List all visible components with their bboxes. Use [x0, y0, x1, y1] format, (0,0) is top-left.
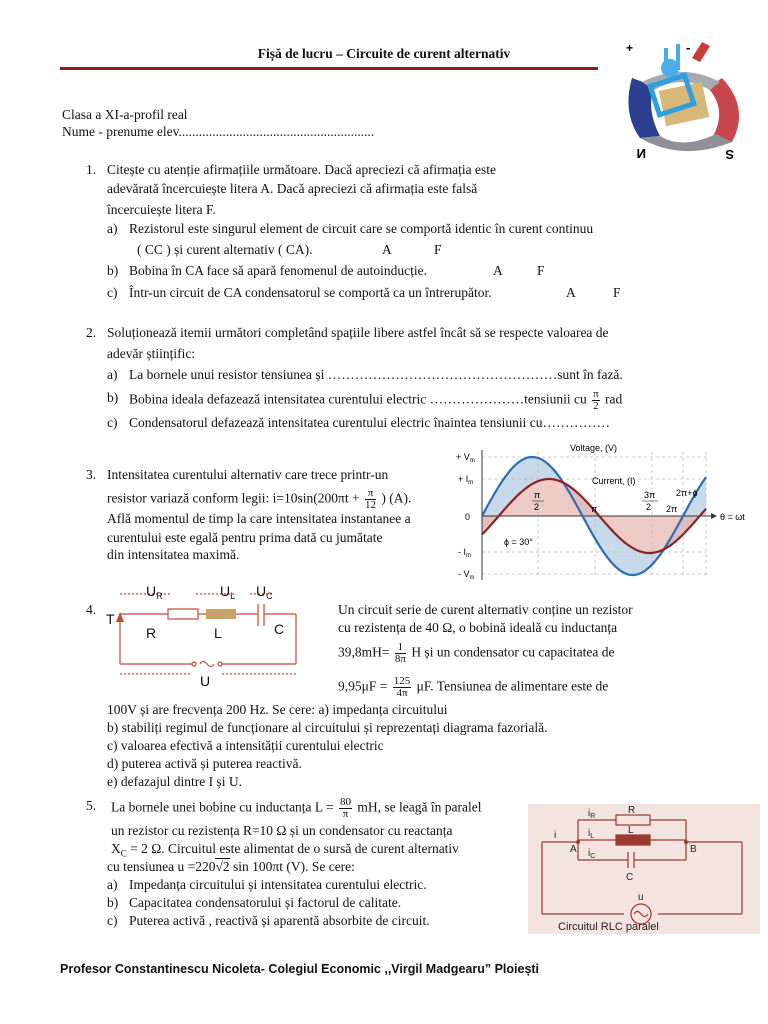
q5-fraction	[339, 797, 352, 820]
q1-line2: adevărată încercuiește litera A. Dacă apreciezi că afirmația este falsă	[107, 181, 478, 196]
voltage-legend: Voltage, (V)	[570, 443, 618, 453]
q1-a-line1: Rezistorul este singurul element de circuit care se comportă identic în curent continuu	[129, 221, 594, 236]
student-name-line: Nume - prenume elev..........................................................	[62, 124, 375, 139]
q5-line3: $X_C = 2$ Ω. Circuitul este alimentat de o sursă de curent alternativ	[111, 841, 459, 859]
phase-label: ϕ = 30°	[504, 537, 533, 547]
q5-line2: un rezistor cu rezistența R=10 Ω și un condensator cu reactanța	[111, 823, 453, 838]
neg-im-label: - $I_m$	[458, 547, 471, 559]
parallel-u: u	[638, 892, 644, 903]
tick-2pi: 2π	[666, 504, 678, 514]
q2-a-text: La bornele unui resistor tensiunea și ……………………………………………sunt în fază.	[129, 367, 623, 382]
q3-line1: Intensitatea curentului alternativ care trece printr-un	[107, 467, 389, 482]
circuit-r: R	[146, 625, 157, 641]
q4-c-num: 125	[393, 675, 411, 687]
q5-inductance: La bornele unei bobine cu inductanța L =	[111, 799, 334, 815]
motor-illustration	[612, 38, 762, 164]
axis-label: θ = ωt	[720, 512, 745, 522]
logo-north: N	[636, 146, 646, 161]
q4-line7: c) valoarea efectivă a intensității curentului electric	[107, 738, 384, 753]
tick-3pi-half-den: 2	[646, 502, 652, 512]
tick-3pi-half-num: 3π	[644, 490, 656, 500]
q5-line4: cu tensiunea u =220√2 sin 100πt (V). Se cere:	[107, 859, 355, 874]
q4-l-num: 1	[395, 642, 406, 654]
circuit-u: U	[200, 673, 211, 686]
q5-b-label: b)	[107, 895, 119, 910]
q4-line3	[338, 642, 614, 665]
q4-line8: d) puterea activă și puterea reactivă.	[107, 756, 302, 771]
parallel-r: R	[628, 805, 636, 816]
parallel-c: C	[626, 872, 634, 883]
q5-c-text: Puterea activă , reactivă și aparentă absorbite de circuit.	[129, 913, 430, 928]
q1-b-true[interactable]: A	[493, 263, 503, 278]
neg-vm-label: - $V_m$	[458, 569, 475, 581]
q1-a-label: a)	[107, 221, 118, 236]
im-label: + $I_m$	[458, 474, 474, 486]
parallel-node-a: A	[570, 844, 577, 855]
q2-line2: adevăr științific:	[107, 346, 196, 361]
q5-line1	[111, 797, 482, 820]
q4-line3-end: H și un condensator cu capacitatea de	[411, 644, 615, 660]
q1-a-true[interactable]: A	[382, 242, 392, 257]
tick-pi-half-den: 2	[534, 502, 540, 512]
q4-number: 4.	[86, 602, 97, 617]
parallel-ir: $i_R$	[588, 808, 596, 820]
parallel-ic: $i_C$	[588, 848, 596, 860]
q2-a-label: a)	[107, 367, 118, 382]
footer-author: Profesor Constantinescu Nicoleta- Colegiul Economic ,,Virgil Madgearu” Ploiești	[60, 962, 540, 976]
q4-line1: Un circuit serie de curent alternativ conține un rezistor	[338, 602, 633, 617]
q3-law: resistor variază conform legii: i=10sin(200πt +	[107, 490, 360, 506]
q4-line2: cu rezistența de 40 Ω, o bobină ideală cu inductanța	[338, 620, 618, 635]
zero-label: 0	[465, 512, 471, 522]
q1-c-label: c)	[107, 285, 118, 300]
series-circuit-diagram	[100, 576, 318, 686]
q2-line1: Soluționează itemii următori completând spațiile libere astfel încât să se respecte valoarea de	[107, 325, 609, 340]
q3-law-end: ) (A).	[381, 490, 412, 506]
q1-a-false[interactable]: F	[434, 242, 442, 257]
tick-pi: π	[591, 504, 598, 514]
page-title: Fișă de lucru – Circuite de curent alternativ	[257, 46, 511, 61]
q1-b-label: b)	[107, 263, 119, 278]
q4-line4	[338, 676, 608, 699]
title-rule	[60, 67, 598, 70]
q4-inductance: 39,8mH=	[338, 644, 390, 660]
q2-b-fraction	[592, 389, 600, 412]
q2-number: 2.	[86, 325, 97, 340]
q3-den: 12	[364, 499, 376, 511]
q4-line9: e) defazajul dintre I și U.	[107, 774, 242, 789]
q5-a-label: a)	[107, 877, 118, 892]
circuit-l: L	[214, 625, 222, 641]
parallel-l: L	[628, 825, 634, 836]
parallel-rlc-diagram	[528, 804, 760, 934]
q1-line3: încercuiește litera F.	[107, 202, 216, 217]
q4-line6: b) stabiliți regimul de funcționare al circuitului și reprezentați diagrama fazorială.	[107, 720, 548, 735]
circuit-uc: $U_C$	[256, 583, 273, 601]
q5-num: 80	[340, 796, 352, 808]
q5-den: π	[342, 808, 349, 820]
q3-line4: curentului este egală pentru prima dată cu jumătate	[107, 530, 383, 545]
vm-label: + $V_m$	[456, 452, 475, 464]
logo-minus: -	[686, 40, 691, 55]
parallel-i: i	[554, 830, 557, 841]
q4-capacitance-fraction	[393, 676, 412, 699]
circuit-t: T	[106, 611, 115, 627]
logo-plus: +	[626, 41, 634, 55]
q1-c-text: Într-un circuit de CA condensatorul se comportă ca un întrerupător.	[129, 285, 492, 300]
q3-number: 3.	[86, 467, 97, 482]
q1-number: 1.	[86, 162, 97, 177]
q4-inductance-fraction	[395, 642, 406, 665]
q5-number: 5.	[86, 798, 97, 813]
q3-line3: Află momentul de timp la care intensitatea instantanee a	[107, 511, 411, 526]
q1-b-false[interactable]: F	[537, 263, 545, 278]
q3-line5: din intensitatea maximă.	[107, 547, 240, 562]
tick-pi-half-num: π	[534, 490, 541, 500]
q5-c-label: c)	[107, 913, 118, 928]
q4-l-den: 8π	[394, 653, 406, 665]
tick-2pi-phi: 2π+ϕ	[676, 488, 698, 498]
q4-c-den: 4π	[396, 687, 408, 699]
q2-b-num: π	[593, 388, 599, 400]
voltage-current-graph	[420, 442, 765, 582]
circuit-c: C	[274, 621, 285, 637]
q1-line1: Citește cu atenție afirmațiile următoare. Dacă apreciezi că afirmația este	[107, 162, 497, 177]
q1-a-line2: ( CC ) și curent alternativ ( CA).	[137, 242, 313, 257]
q3-num: π	[365, 488, 376, 500]
q2-c-label: c)	[107, 415, 118, 430]
parallel-il: $i_L$	[588, 828, 595, 840]
q4-capacitance: 9,95μF =	[338, 678, 388, 694]
q2-c-text: Condensatorul defazează intensitatea curentului electric înaintea tensiunii cu……………	[129, 415, 610, 430]
q2-b-end: rad	[605, 391, 623, 407]
parallel-node-b: B	[690, 844, 697, 855]
class-line: Clasa a XI-a-profil real	[62, 107, 188, 122]
q2-b-den: 2	[593, 400, 599, 412]
q1-c-false[interactable]: F	[613, 285, 621, 300]
q4-line4-end: μF. Tensiunea de alimentare este de	[416, 678, 609, 694]
q2-b-label: b)	[107, 390, 119, 405]
logo-south: S	[725, 147, 734, 162]
q5-a-text: Impedanța circuitului și intensitatea curentului electric.	[129, 877, 427, 892]
current-legend: Current, (I)	[592, 476, 636, 486]
q2-b-main: Bobina ideala defazează intensitatea curentului electric …………………tensiunii cu	[129, 391, 587, 407]
q1-b-text: Bobina în CA face să apară fenomenul de autoinducție.	[129, 263, 428, 278]
circuit-ur: $U_R$	[146, 583, 163, 601]
circuit-ul: $U_L$	[220, 583, 236, 601]
q5-b-text: Capacitatea condensatorului și factorul de calitate.	[129, 895, 402, 910]
parallel-caption: Circuitul RLC paralel	[558, 921, 659, 933]
q3-fraction	[365, 488, 376, 511]
q2-b-text	[129, 389, 622, 412]
q1-c-true[interactable]: A	[566, 285, 576, 300]
q5-line1-end: mH, se leagă în paralel	[357, 799, 482, 815]
q4-line5: 100V și are frecvența 200 Hz. Se cere: a) impedanța circuitului	[107, 702, 448, 717]
q3-line2	[107, 488, 411, 511]
